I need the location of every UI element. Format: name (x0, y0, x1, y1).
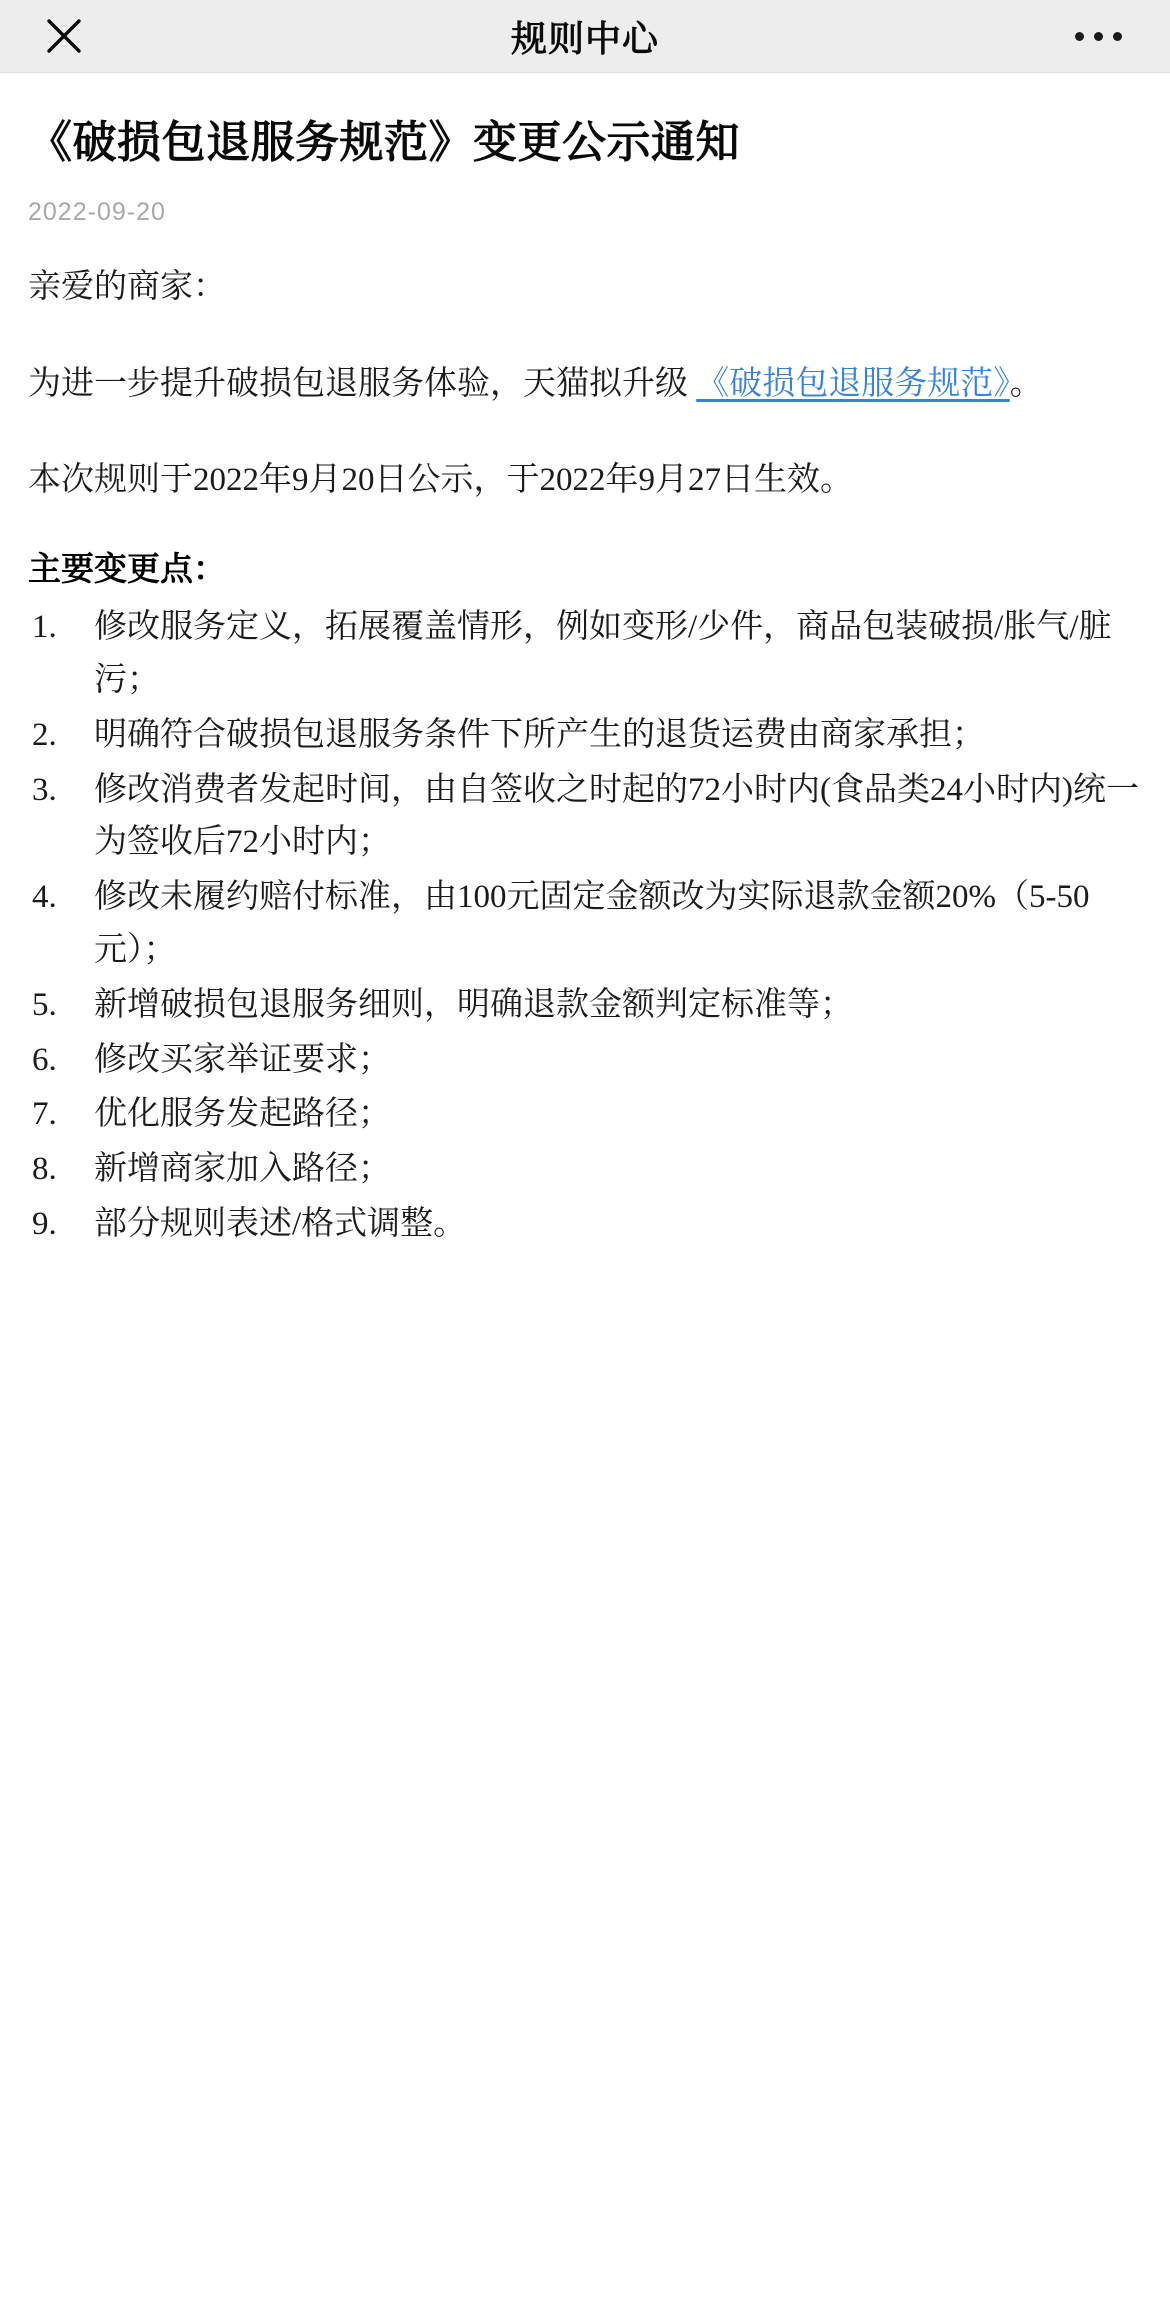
list-item: 修改未履约赔付标准，由100元固定金额改为实际退款金额20%（5-50元）； (94, 879, 1090, 969)
changes-heading: 主要变更点： (28, 551, 226, 588)
list-item: 新增商家加入路径； (94, 1151, 391, 1188)
top-navigation-bar (0, 0, 1170, 73)
more-dot (1094, 32, 1103, 41)
more-horizontal-icon[interactable] (1068, 14, 1128, 58)
list-item: 部分规则表述/格式调整。 (94, 1206, 467, 1243)
list-item: 修改消费者发起时间，由自签收之时起的72小时内(食品类24小时内)统一为签收后72小时内； (94, 771, 1139, 861)
intro-paragraph (28, 358, 1142, 410)
effective-date-paragraph: 本次规则于2022年9月20日公示，于2022年9月27日生效。 (28, 461, 853, 498)
rule-document-link[interactable]: 《破损包退服务规范》 (696, 365, 1010, 402)
close-icon[interactable] (42, 14, 86, 58)
salutation-paragraph: 亲爱的商家： (28, 269, 226, 306)
intro-text-suffix: 。 (1009, 365, 1043, 402)
list-item: 修改买家举证要求； (94, 1041, 391, 1078)
more-dot (1075, 32, 1084, 41)
list-item: 修改服务定义，拓展覆盖情形，例如变形/少件，商品包装破损/胀气/脏污； (94, 609, 1112, 699)
intro-text-prefix: 为进一步提升破损包退服务体验，天猫拟升级 (28, 365, 697, 402)
list-item: 新增破损包退服务细则，明确退款金额判定标准等； (94, 986, 853, 1023)
list-item: 优化服务发起路径； (94, 1096, 391, 1133)
article-date: 2022-09-20 (28, 198, 166, 227)
changes-list (28, 601, 1142, 1251)
article-body (0, 73, 1170, 1313)
page-title: 规则中心 (510, 17, 659, 59)
more-dot (1113, 32, 1122, 41)
article-title: 《破损包退服务规范》变更公示通知 (28, 118, 740, 167)
list-item: 明确符合破损包退服务条件下所产生的退货运费由商家承担； (94, 716, 985, 753)
